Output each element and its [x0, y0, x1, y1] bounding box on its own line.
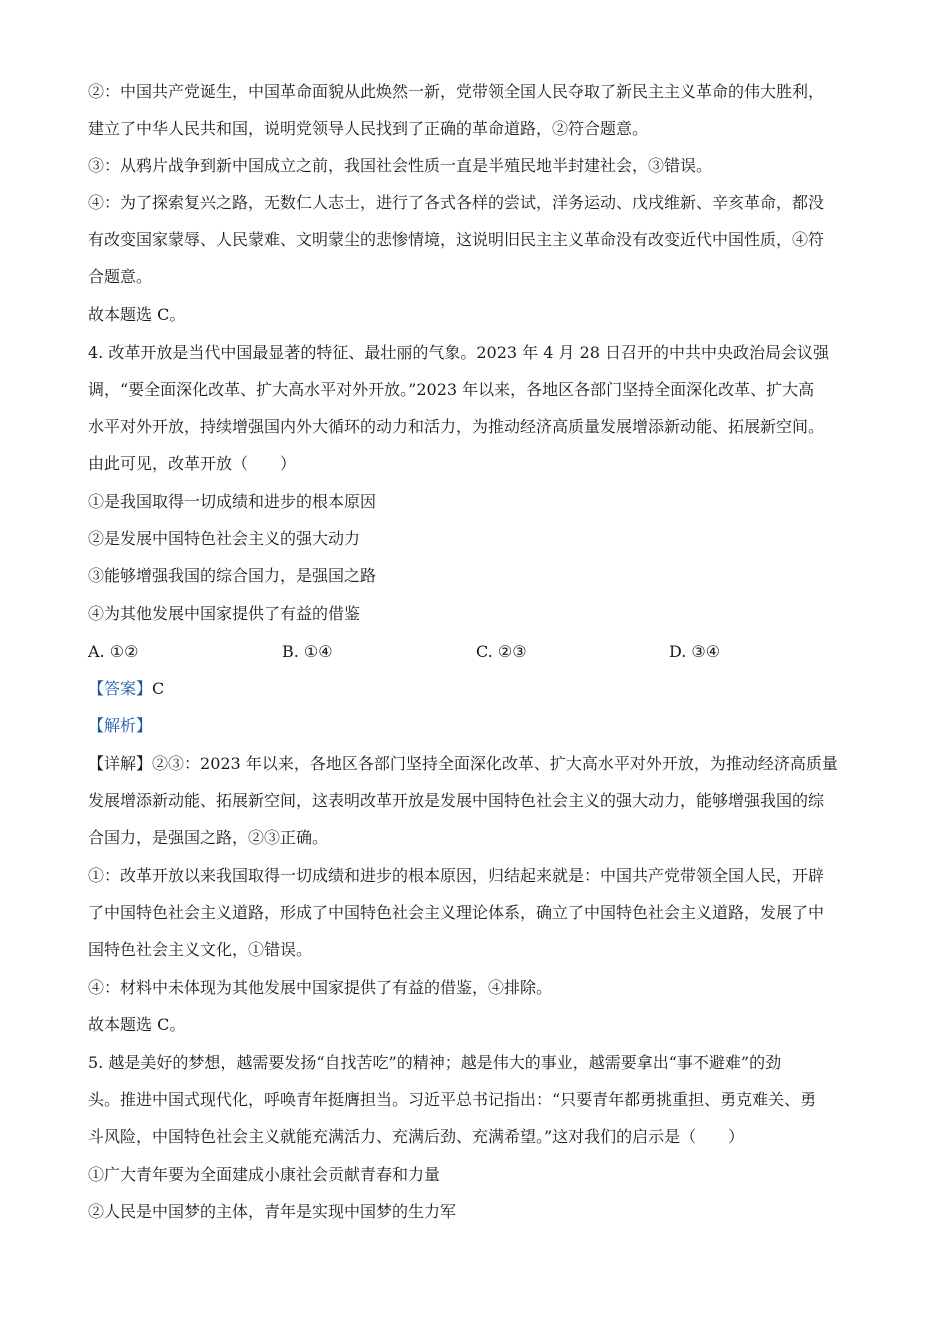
answer-value: C: [152, 679, 165, 698]
q3-item2-line2: 建立了中华人民共和国，说明党领导人民找到了正确的革命道路，②符合题意。: [88, 119, 649, 138]
detail-text: ②③：2023 年以来，各地区各部门坚持全面深化改革、扩大高水平对外开放，为推动经济高质量: [152, 754, 838, 773]
q3-item4-line1: ④：为了探索复兴之路，无数仁人志士，进行了各式各样的尝试，洋务运动、戊戌维新、辛亥革命，都没: [88, 193, 825, 212]
analysis-label: 【解析】: [88, 716, 153, 735]
q4-detail-line1: [88, 754, 838, 774]
q5-statement-1: ①广大青年要为全面建成小康社会贡献青春和力量: [88, 1165, 441, 1184]
q5-stem-line3: 斗风险，中国特色社会主义就能充满活力、充满后劲、充满希望。”这对我们的启示是（ ）: [88, 1127, 745, 1146]
q4-detail-line2: 发展增添新动能、拓展新空间，这表明改革开放是发展中国特色社会主义的强大动力，能够增强我国的综: [88, 791, 825, 810]
q4-option-d: D. ③④: [669, 642, 721, 661]
q4-option-b: B. ①④: [282, 642, 333, 661]
q3-item3: ③：从鸦片战争到新中国成立之前，我国社会性质一直是半殖民地半封建社会，③错误。: [88, 156, 713, 175]
q4-conclusion: 故本题选 C。: [88, 1015, 186, 1034]
q5-statement-2: ②人民是中国梦的主体，青年是实现中国梦的生力军: [88, 1202, 457, 1221]
q4-stem-line2: 调，“要全面深化改革、扩大高水平对外开放。”2023 年以来，各地区各部门坚持全面深化改革、扩大高: [88, 380, 815, 399]
q4-stem-line3: 水平对外开放，持续增强国内外大循环的动力和活力，为推动经济高质量发展增添新动能、拓展新空间。: [88, 417, 825, 436]
q4-option-c: C. ②③: [476, 642, 527, 661]
answer-label: 【答案】: [88, 679, 153, 698]
q4-statement-3: ③能够增强我国的综合国力，是强国之路: [88, 566, 377, 585]
q4-stem-line1: 4. 改革开放是当代中国最显著的特征、最壮丽的气象。2023 年 4 月 28 日召开的中共中央政治局会议强: [88, 343, 830, 362]
q4-analysis-heading: [88, 716, 152, 736]
q4-item4: ④：材料中未体现为其他发展中国家提供了有益的借鉴，④排除。: [88, 978, 553, 997]
q5-stem-line1: 5. 越是美好的梦想，越需要发扬“自找苦吃”的精神；越是伟大的事业，越需要拿出“事不避难”的劲: [88, 1053, 782, 1072]
q3-conclusion: 故本题选 C。: [88, 305, 186, 324]
q4-statement-4: ④为其他发展中国家提供了有益的借鉴: [88, 604, 361, 623]
q3-item2-line1: ②：中国共产党诞生，中国革命面貌从此焕然一新，党带领全国人民夺取了新民主主义革命的伟大胜利，: [88, 82, 825, 101]
q4-item1-line2: 了中国特色社会主义道路，形成了中国特色社会主义理论体系，确立了中国特色社会主义道路，发展了中: [88, 903, 825, 922]
q4-stem-line4: 由此可见，改革开放（ ）: [88, 454, 297, 473]
q4-detail-line3: 合国力，是强国之路，②③正确。: [88, 828, 329, 847]
q4-option-a: A. ①②: [88, 642, 139, 661]
q4-statement-2: ②是发展中国特色社会主义的强大动力: [88, 529, 361, 548]
q3-item4-line2: 有改变国家蒙辱、人民蒙难、文明蒙尘的悲惨情境，这说明旧民主主义革命没有改变近代中国性质，④符: [88, 230, 825, 249]
q4-statement-1: ①是我国取得一切成绩和进步的根本原因: [88, 492, 377, 511]
detail-label: 【详解】: [88, 754, 153, 773]
q4-answer: [88, 679, 164, 699]
q3-item4-line3: 合题意。: [88, 267, 153, 286]
q4-item1-line1: ①：改革开放以来我国取得一切成绩和进步的根本原因，归结起来就是：中国共产党带领全国人民，开辟: [88, 866, 825, 885]
q4-item1-line3: 国特色社会主义文化，①错误。: [88, 940, 313, 959]
q5-stem-line2: 头。推进中国式现代化，呼唤青年挺膺担当。习近平总书记指出：“只要青年都勇挑重担、勇克难关、勇: [88, 1090, 817, 1109]
